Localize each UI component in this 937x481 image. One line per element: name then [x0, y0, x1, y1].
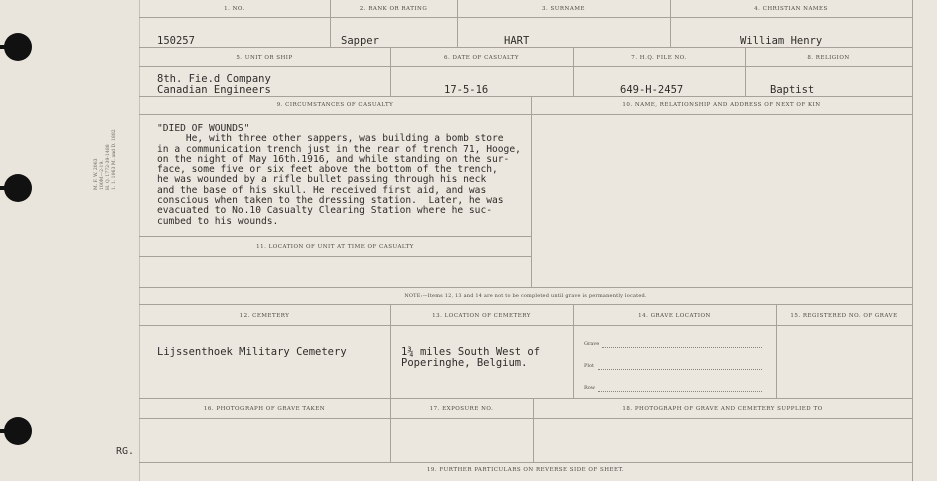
label-exposure-no: 17. EXPOSURE NO.	[429, 406, 494, 412]
label-circumstances: 9. CIRCUMSTANCES OF CASUALTY	[276, 102, 394, 108]
plot-field-label: Plot	[584, 363, 594, 369]
label-photo-supplied: 18. PHOTOGRAPH OF GRAVE AND CEMETERY SUPPLIED TO	[622, 406, 823, 412]
label-next-of-kin: 10. NAME, RELATIONSHIP AND ADDRESS OF NEXT OF KIN	[622, 102, 821, 108]
label-surname: 3. SURNAME	[542, 6, 585, 12]
service-number: 150257	[157, 35, 195, 47]
grave-field-label: Grave	[584, 341, 600, 347]
label-further-particulars: 19. FURTHER PARTICULARS ON REVERSE SIDE OF SHEET.	[426, 467, 625, 473]
unit-line-2: Canadian Engineers	[157, 84, 271, 96]
card-left-margin	[0, 0, 140, 481]
unit-line-1: 8th. Fie.d Company	[157, 73, 271, 85]
label-location-of-unit: 11. LOCATION OF UNIT AT TIME OF CASUALTY	[256, 244, 414, 250]
plot-field-line	[598, 368, 762, 370]
label-hq-file: 7. H.Q. FILE NO.	[631, 55, 687, 61]
circumstances-text: "DIED OF WOUNDS" He, with three other sappers, was building a bomb store in a communication trench just in the rear of trench 71, Hooge, on the night of May 16th.1916, and while standing on the sur- face, some five or six feet above the bottom of the trench, he was wounded by a rifle bullet passing through his neck and the base of his skull. He received first aid, and was conscious when taken to the dressing station. Later, he was evacuated to No.10 Casualty Clearing Station where he suc- cumbed to his wounds.	[157, 123, 521, 227]
row-field-label: Row	[584, 385, 596, 391]
cemetery-location-line-1: 1¾ miles South West of	[401, 346, 541, 358]
label-rank: 2. RANK OR RATING	[359, 6, 428, 12]
christian-names-value: William Henry	[740, 35, 823, 47]
row-field-line	[598, 390, 762, 392]
label-christian-names: 4. CHRISTIAN NAMES	[754, 6, 828, 12]
form-print-codes: M. F. W. 2063 100M—2-19. H. Q. 1772-39-1488 1. 1. 1063 M. and D. 1882	[94, 129, 117, 190]
label-unit: 5. UNIT OR SHIP	[236, 55, 293, 61]
label-grave-location: 14. GRAVE LOCATION	[638, 313, 711, 319]
casualty-date: 17-5-16	[444, 84, 489, 96]
label-photo-taken: 16. PHOTOGRAPH OF GRAVE TAKEN	[203, 406, 326, 412]
cemetery-location-line-2: Poperinghe, Belgium.	[401, 357, 528, 369]
punch-hole	[4, 417, 32, 445]
grave-field-line	[602, 346, 762, 348]
label-date: 6. DATE OF CASUALTY	[444, 55, 519, 61]
hq-file-number: 649-H-2457	[620, 84, 684, 96]
label-no: 1. NO.	[224, 6, 245, 12]
label-registered-no: 15. REGISTERED NO. OF GRAVE	[790, 313, 898, 319]
rank-value: Sapper	[341, 35, 379, 47]
cemetery-name: Lijssenthoek Military Cemetery	[157, 346, 347, 358]
note-text: NOTE:—Items 12, 13 and 14 are not to be completed until grave is permanently located.	[404, 293, 647, 299]
surname-value: HART	[504, 35, 530, 47]
punch-hole	[4, 174, 32, 202]
record-group-mark: RG.	[116, 446, 135, 457]
label-religion: 8. RELIGION	[807, 55, 850, 61]
label-cemetery-location: 13. LOCATION OF CEMETERY	[432, 313, 531, 319]
punch-hole	[4, 33, 32, 61]
label-cemetery: 12. CEMETERY	[239, 313, 290, 319]
religion-value: Baptist	[770, 84, 815, 96]
